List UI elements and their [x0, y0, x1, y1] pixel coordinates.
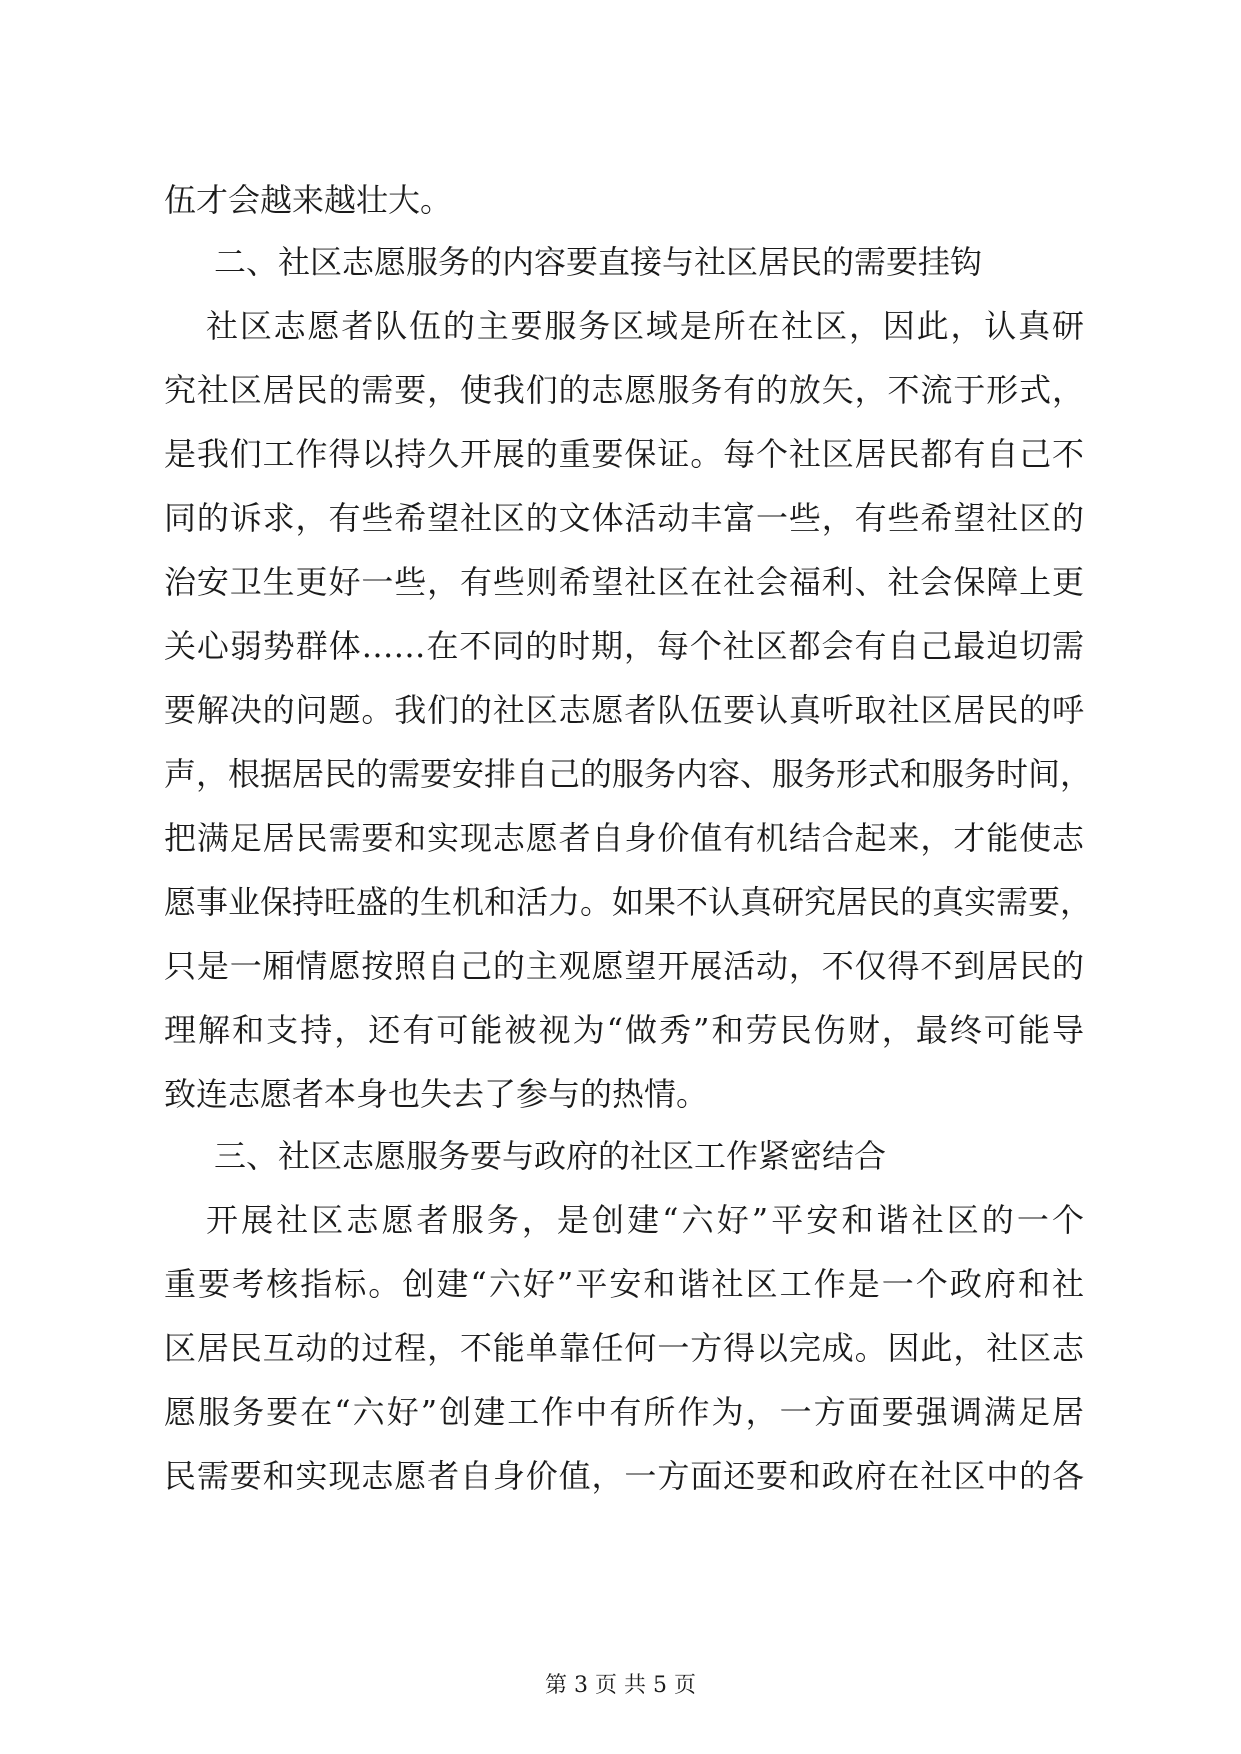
text-line: 愿事业保持旺盛的生机和活力。如果不认真研究居民的真实需要，	[164, 883, 1093, 921]
text-line: 只是一厢情愿按照自己的主观愿望开展活动，不仅得不到居民的	[164, 947, 1084, 985]
text-line: 声，根据居民的需要安排自己的服务内容、服务形式和服务时间，	[164, 755, 1093, 793]
text-line: 是我们工作得以持久开展的重要保证。每个社区居民都有自己不	[164, 435, 1084, 473]
text-line: 社区志愿者队伍的主要服务区域是所在社区，因此，认真研	[206, 307, 1084, 345]
text-line: 开展社区志愿者服务，是创建“六好”平安和谐社区的一个	[206, 1201, 1084, 1239]
text-line: 把满足居民需要和实现志愿者自身价值有机结合起来，才能使志	[164, 819, 1084, 857]
text-line: 关心弱势群体……在不同的时期，每个社区都会有自己最迫切需	[164, 627, 1084, 665]
text-line: 民需要和实现志愿者自身价值，一方面还要和政府在社区中的各	[164, 1457, 1084, 1495]
section-heading: 三、社区志愿服务要与政府的社区工作紧密结合	[214, 1137, 887, 1175]
text-line: 理解和支持，还有可能被视为“做秀”和劳民伤财，最终可能导	[164, 1011, 1084, 1049]
text-line: 区居民互动的过程，不能单靠任何一方得以完成。因此，社区志	[164, 1329, 1084, 1367]
text-line: 重要考核指标。创建“六好”平安和谐社区工作是一个政府和社	[164, 1265, 1084, 1303]
text-line: 要解决的问题。我们的社区志愿者队伍要认真听取社区居民的呼	[164, 691, 1084, 729]
page-number-footer: 第 3 页 共 5 页	[545, 1673, 696, 1698]
text-line: 致连志愿者本身也失去了参与的热情。	[164, 1075, 709, 1113]
section-heading: 二、社区志愿服务的内容要直接与社区居民的需要挂钩	[214, 243, 983, 281]
text-line: 伍才会越来越壮大。	[164, 181, 453, 219]
text-line: 究社区居民的需要，使我们的志愿服务有的放矢，不流于形式，	[164, 371, 1084, 409]
text-line: 同的诉求，有些希望社区的文体活动丰富一些，有些希望社区的	[164, 499, 1084, 537]
text-line: 治安卫生更好一些，有些则希望社区在社会福利、社会保障上更	[164, 563, 1084, 601]
text-line: 愿服务要在“六好”创建工作中有所作为，一方面要强调满足居	[164, 1393, 1084, 1431]
